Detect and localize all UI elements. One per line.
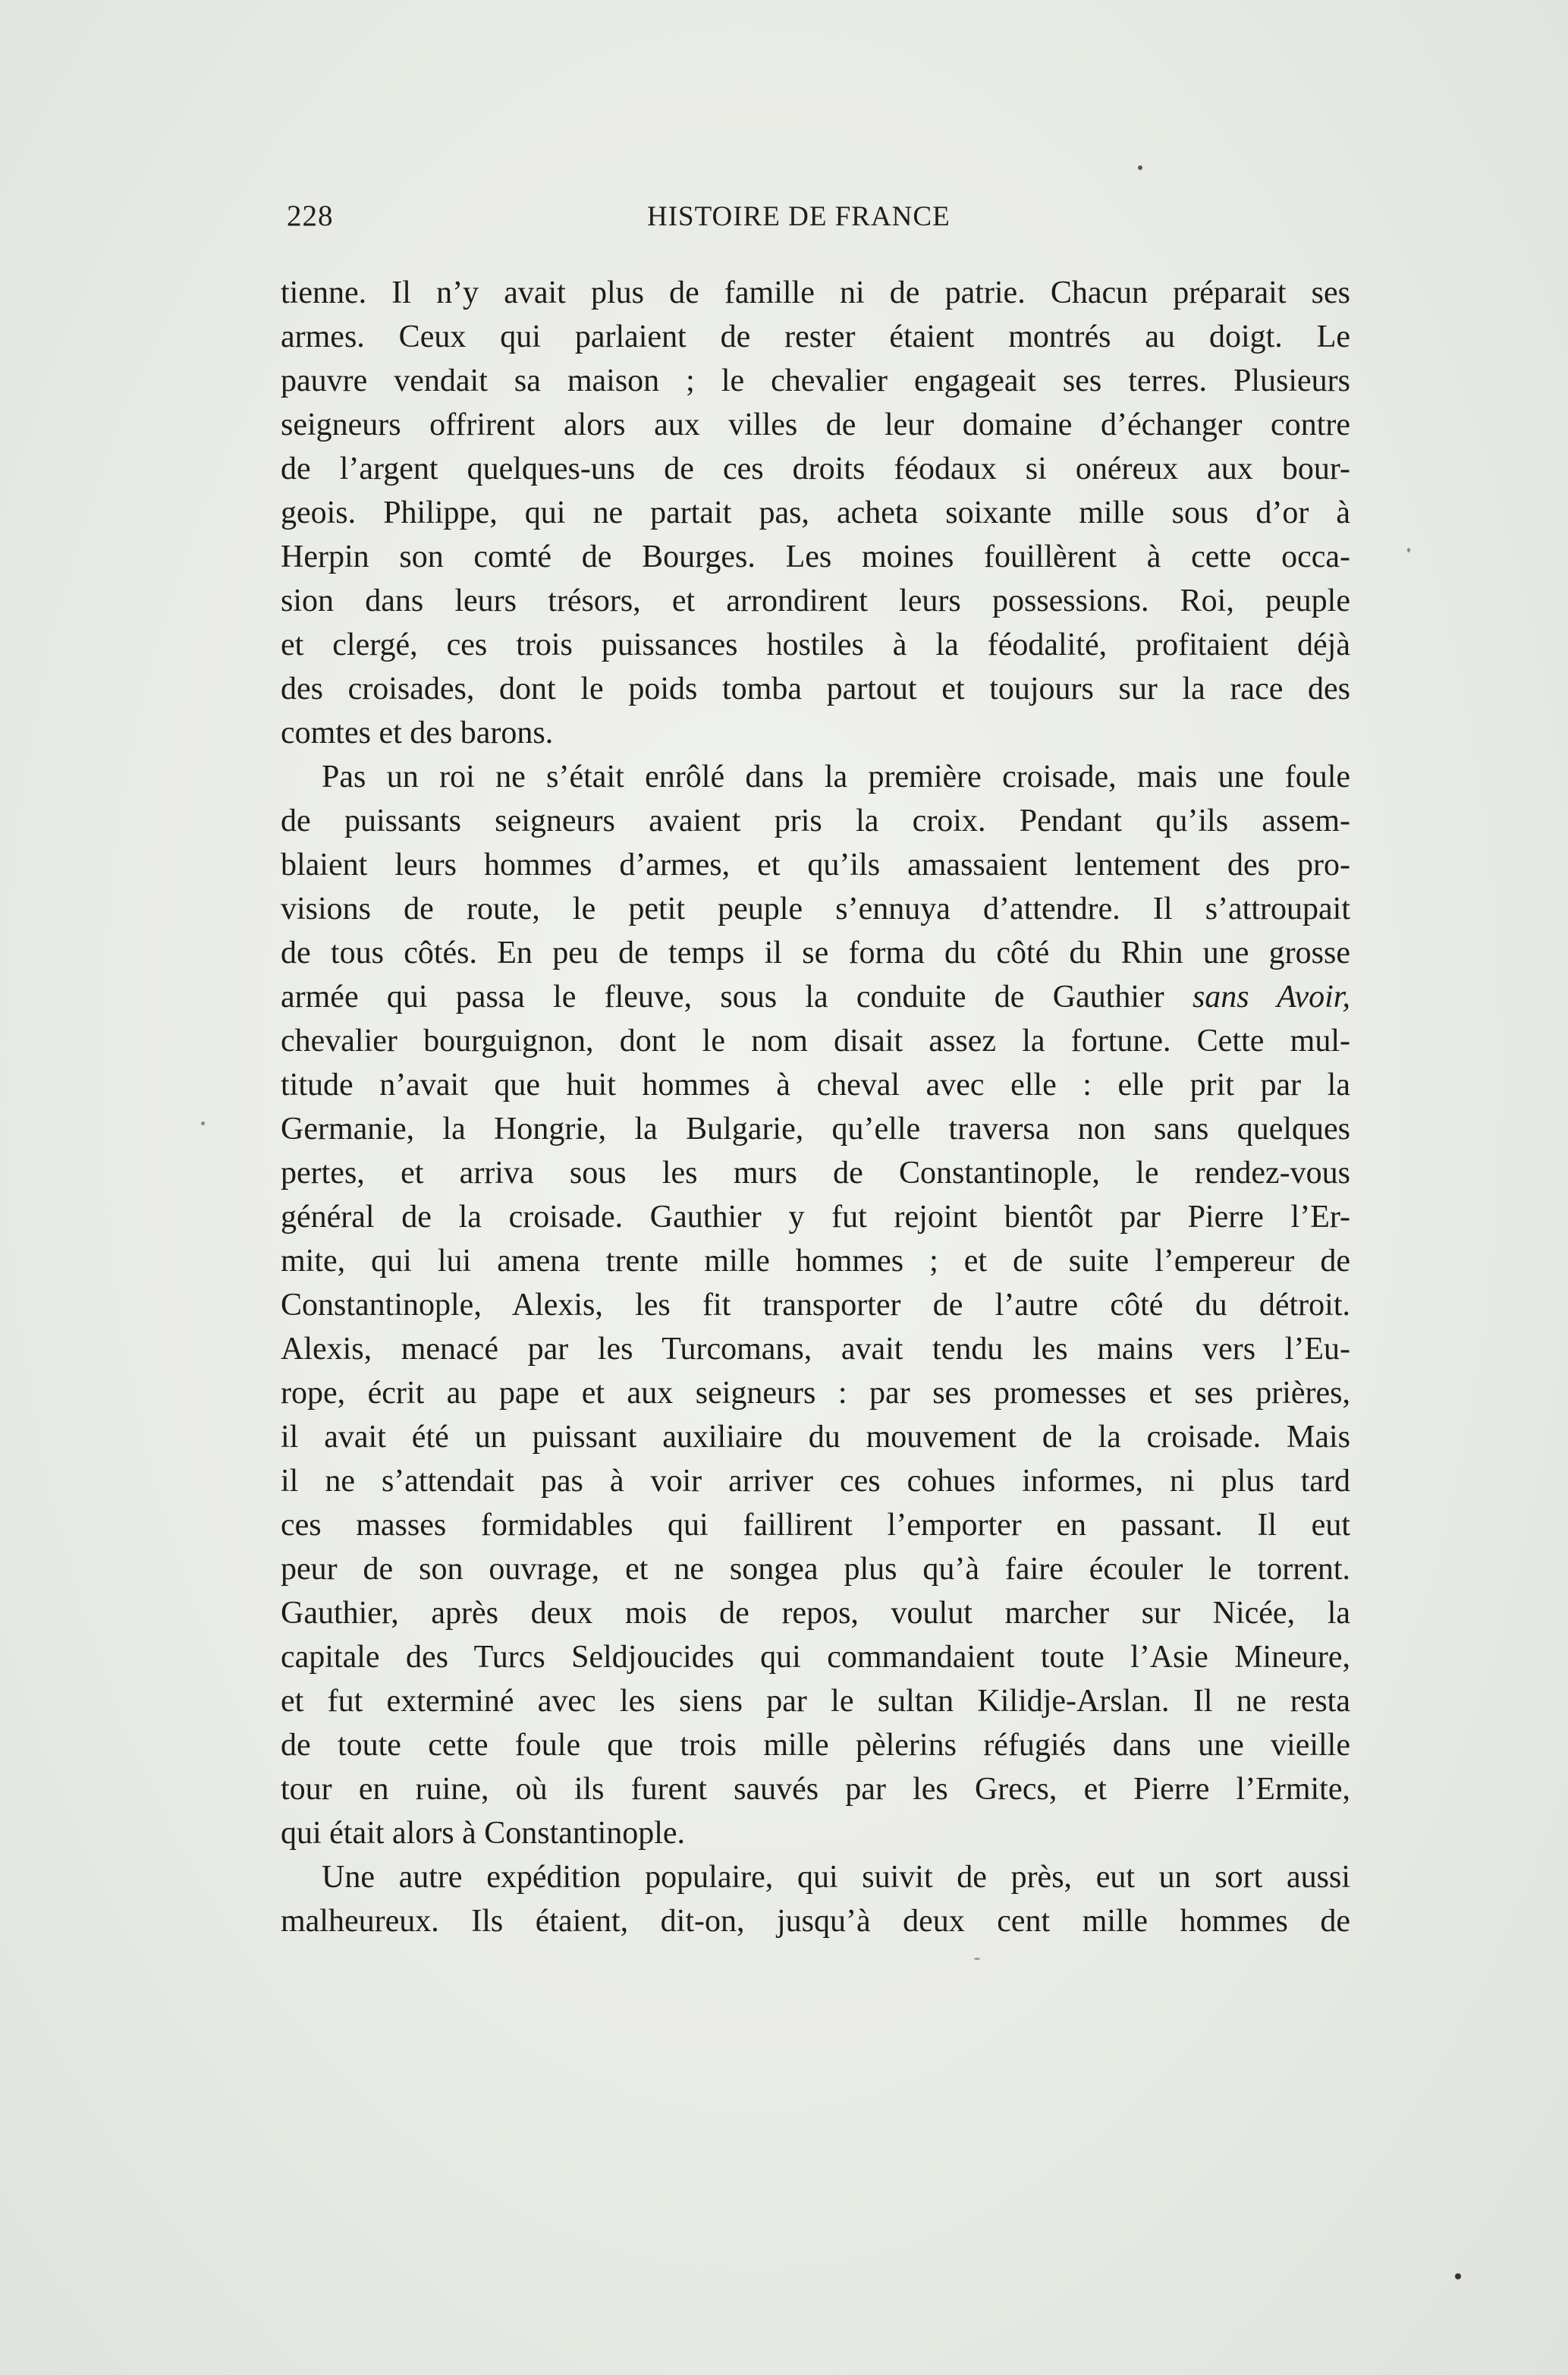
text-line: de toute cette foule que trois mille pèlerins réfugiés dans une vieille [281,1728,1350,1763]
text-line: des croisades, dont le poids tomba partout et toujours sur la race des [281,672,1350,706]
text-line: Alexis, menacé par les Turcomans, avait tendu les mains vers l’Eu- [281,1332,1350,1367]
text-span: armée qui passa le fleuve, sous la conduite de Gauthier [281,980,1164,1014]
paper-speck [1407,548,1410,552]
text-line: mite, qui lui amena trente mille hommes ; et de suite l’empereur de [281,1244,1350,1279]
text-line: et fut exterminé avec les siens par le sultan Kilidje-Arslan. Il ne resta [281,1684,1350,1719]
text-line: il ne s’attendait pas à voir arriver ces cohues informes, ni plus tard [281,1464,1350,1499]
page-number: 228 [287,200,334,232]
text-line: Gauthier, après deux mois de repos, voulut marcher sur Nicée, la [281,1596,1350,1631]
page-header [287,199,1349,244]
text-line: malheureux. Ils étaient, dit-on, jusqu’à deux cent mille hommes de [281,1904,1350,1939]
text-line: visions de route, le petit peuple s’ennuya d’attendre. Il s’attroupait [281,892,1350,926]
text-line: capitale des Turcs Seldjoucides qui commandaient toute l’Asie Mineure, [281,1640,1350,1675]
text-line: ces masses formidables qui faillirent l’emporter en passant. Il eut [281,1508,1350,1543]
text-line: pertes, et arriva sous les murs de Constantinople, le rendez-vous [281,1156,1350,1191]
text-line: titude n’avait que huit hommes à cheval avec elle : elle prit par la [281,1068,1350,1103]
text-line: peur de son ouvrage, et ne songea plus qu’à faire écouler le torrent. [281,1552,1350,1587]
text-line-with-italic [281,975,1350,1019]
text-line: seigneurs offrirent alors aux villes de leur domaine d’échanger contre [281,407,1350,442]
text-line: Une autre expédition populaire, qui suivit de près, eut un sort aussi [322,1860,1350,1895]
text-line: blaient leurs hommes d’armes, et qu’ils amassaient lentement des pro- [281,848,1350,882]
text-line: de l’argent quelques-uns de ces droits féodaux si onéreux aux bour- [281,451,1350,486]
body-text [281,271,1350,1943]
paragraph-2 [281,755,1350,1855]
text-line: geois. Philippe, qui ne partait pas, acheta soixante mille sous d’or à [281,495,1350,530]
text-line: Pas un roi ne s’était enrôlé dans la première croisade, mais une foule [322,760,1350,794]
text-line: Germanie, la Hongrie, la Bulgarie, qu’elle traversa non sans quelques [281,1112,1350,1147]
text-line: de puissants seigneurs avaient pris la croix. Pendant qu’ils assem- [281,804,1350,838]
text-line: général de la croisade. Gauthier y fut rejoint bientôt par Pierre l’Er- [281,1200,1350,1235]
text-line: pauvre vendait sa maison ; le chevalier engageait ses terres. Plusieurs [281,363,1350,398]
text-line: Constantinople, Alexis, les fit transporter de l’autre côté du détroit. [281,1288,1350,1323]
text-line: sion dans leurs trésors, et arrondirent leurs possessions. Roi, peuple [281,584,1350,618]
paragraph-3 [281,1855,1350,1943]
text-line: de tous côtés. En peu de temps il se forma du côté du Rhin une grosse [281,936,1350,970]
paper-speck [974,1958,980,1960]
text-line: rope, écrit au pape et aux seigneurs : par ses promesses et ses prières, [281,1376,1350,1411]
text-line: tienne. Il n’y avait plus de famille ni de patrie. Chacun préparait ses [281,275,1350,310]
running-title: HISTOIRE DE FRANCE [647,201,951,232]
text-line: comtes et des barons. [281,716,554,750]
paper-speck [1455,2273,1461,2279]
paragraph-1 [281,271,1350,755]
text-line: Herpin son comté de Bourges. Les moines fouillèrent à cette occa- [281,539,1350,574]
paper-speck [201,1121,205,1125]
text-line: et clergé, ces trois puissances hostiles à la féodalité, profitaient déjà [281,628,1350,662]
text-line: chevalier bourguignon, dont le nom disait assez la fortune. Cette mul- [281,1024,1350,1059]
text-line: tour en ruine, où ils furent sauvés par les Grecs, et Pierre l’Ermite, [281,1772,1350,1807]
italic-phrase: sans Avoir, [1192,980,1350,1014]
text-line: il avait été un puissant auxiliaire du mouvement de la croisade. Mais [281,1420,1350,1455]
text-line: armes. Ceux qui parlaient de rester étaient montrés au doigt. Le [281,319,1350,354]
text-line: qui était alors à Constantinople. [281,1816,686,1851]
paper-speck [1138,165,1142,170]
